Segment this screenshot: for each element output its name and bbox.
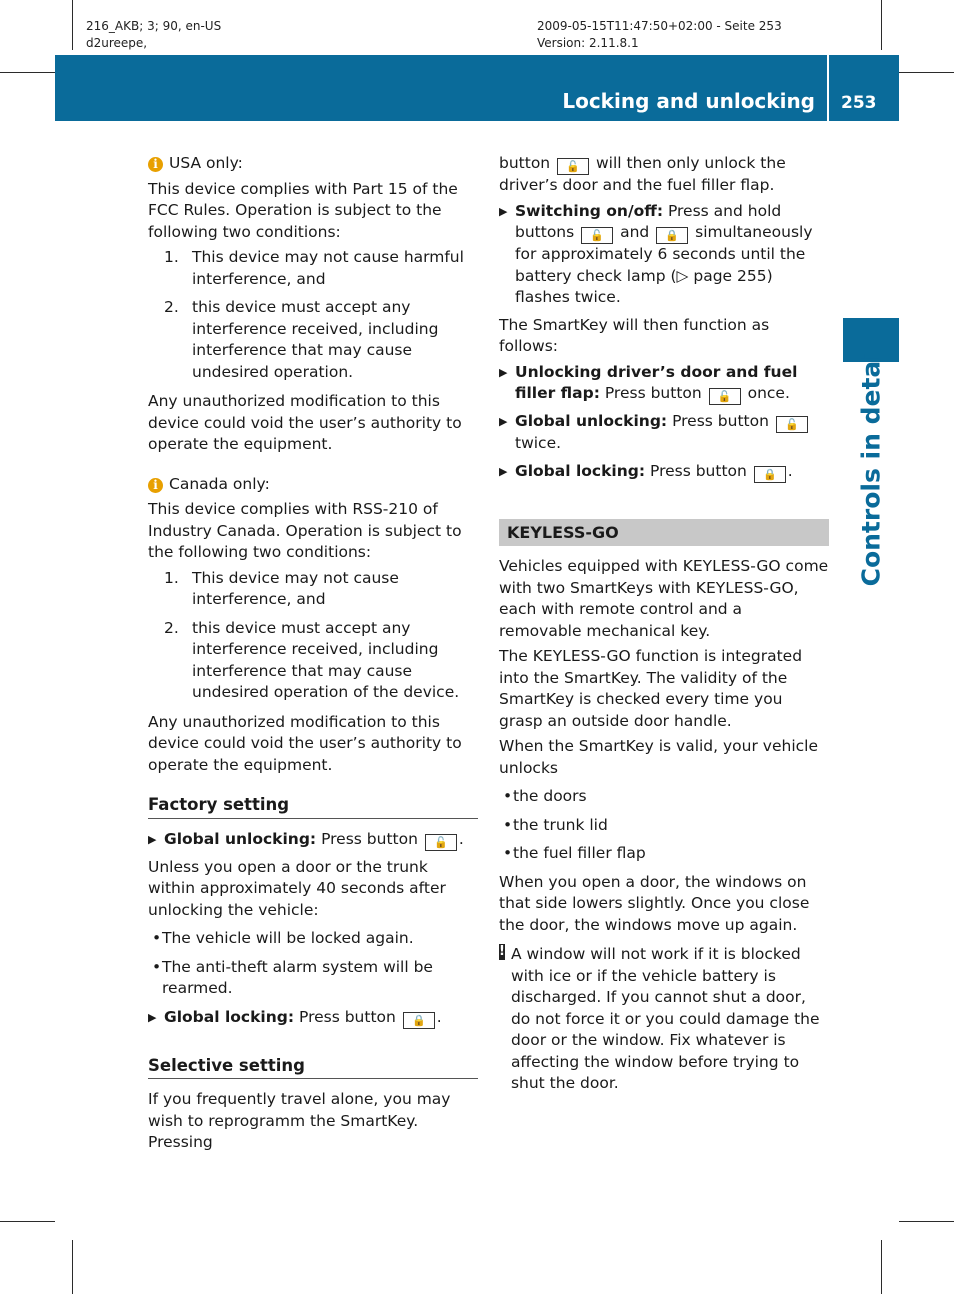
lock-icon: 🔒	[754, 466, 786, 483]
canada-label: i Canada only:	[148, 474, 478, 496]
print-meta-right: 2009-05-15T11:47:50+02:00 - Seite 253 Version: 2.11.8.1	[537, 19, 782, 50]
info-icon: i	[148, 157, 163, 172]
unlock-icon: 🔓	[581, 227, 613, 244]
crop-mark	[0, 72, 55, 73]
page-header	[55, 55, 899, 121]
step: ▶ Global locking: Press button 🔒 .	[499, 461, 793, 481]
crop-mark	[899, 72, 954, 73]
warning-icon: !	[499, 944, 505, 959]
function-text: The SmartKey will then function as follows:	[499, 315, 770, 355]
step: ▶ Global unlocking: Press button 🔓 twice.	[499, 411, 829, 455]
arrow-icon: ▶	[499, 464, 508, 478]
usa-label: i USA only:	[148, 153, 478, 175]
list-item: 1. This device may not cause harmful interference, and	[164, 248, 464, 288]
keyless-go-heading: KEYLESS-GO	[499, 519, 829, 547]
step: ▶ Global unlocking: Press button 🔓 .	[148, 829, 464, 849]
factory-para: Unless you open a door or the trunk within approximately 40 seconds after unlocking the vehicle:	[148, 857, 446, 919]
print-meta-left: 216_AKB; 3; 90, en-US d2ureepe,	[86, 19, 222, 50]
crop-mark	[0, 1221, 55, 1222]
arrow-icon: ▶	[499, 415, 508, 428]
canada-intro: This device complies with RSS-210 of Industry Canada. Operation is subject to the following two conditions:	[148, 500, 462, 561]
header-divider	[827, 55, 829, 121]
keyless-para-2: The KEYLESS-GO function is integrated into the SmartKey. The validity of the SmartKey is checked every time you grasp an outside door handle.	[499, 647, 803, 730]
crop-mark	[899, 1221, 954, 1222]
crop-mark	[72, 1240, 73, 1294]
arrow-icon: ▶	[499, 204, 508, 218]
unlock-icon: 🔓	[425, 834, 457, 851]
list-item: 1. This device may not cause interference, and	[164, 568, 399, 608]
usa-outro: Any unauthorized modification to this device could void the user’s authority to operate the equipment.	[148, 392, 462, 453]
factory-setting-heading: Factory setting	[148, 794, 478, 819]
crop-mark	[881, 1240, 882, 1294]
unlock-icon: 🔓	[709, 388, 741, 405]
arrow-icon: ▶	[148, 832, 157, 846]
section-title: Locking and unlocking	[562, 89, 815, 113]
step: ▶ Switching on/off: Press and hold buttons 🔓 and 🔒 simultaneously for approximately 6 seconds until the battery check lamp (▷ page 255) flashes twice.	[499, 201, 829, 309]
warning-note: ! A window will not work if it is blocked with ice or if the vehicle battery is discharged. If you cannot shut a door, do not force it or you could damage the door or the window. Fix whatever is affecting the window before trying to shut the door.	[499, 944, 820, 1092]
right-column	[499, 153, 829, 1101]
list-item: • the trunk lid	[503, 815, 608, 834]
keyless-para-1: Vehicles equipped with KEYLESS-GO come with two SmartKeys with KEYLESS-GO, each with remote control and a removable mechanical key.	[499, 557, 829, 640]
step: ▶ Unlocking driver’s door and fuel filler flap: Press button 🔓 once.	[499, 362, 798, 403]
usa-intro: This device complies with Part 15 of the FCC Rules. Operation is subject to the following two conditions:	[148, 179, 458, 241]
page-number: 253	[841, 93, 877, 113]
lock-icon: 🔒	[403, 1012, 435, 1029]
canada-list	[164, 568, 478, 704]
step: ▶ Global locking: Press button 🔒 .	[148, 1007, 442, 1027]
list-item: • The anti-theft alarm system will be rearmed.	[152, 957, 433, 997]
canada-outro: Any unauthorized modification to this device could void the user’s authority to operate the equipment.	[148, 712, 462, 774]
selective-setting-heading: Selective setting	[148, 1055, 478, 1080]
list-item: • the doors	[503, 787, 587, 805]
list-item: 2. this device must accept any interference received, including interference that may cause undesired operation.	[164, 298, 439, 381]
chapter-label: Controls in detail	[856, 343, 886, 587]
list-item: 2. this device must accept any interference received, including interference that may cause undesired operation of the device.	[164, 618, 460, 701]
list-item: • the fuel filler flap	[503, 844, 646, 862]
unlock-icon: 🔓	[776, 416, 808, 433]
info-icon: i	[148, 478, 163, 493]
continued-para: button 🔓 will then only unlock the driver’s door and the fuel filler flap.	[499, 154, 786, 194]
arrow-icon: ▶	[148, 1010, 157, 1024]
arrow-icon: ▶	[499, 365, 508, 379]
keyless-para-3: When the SmartKey is valid, your vehicle unlocks	[499, 737, 818, 777]
left-column	[148, 153, 478, 1158]
keyless-para-4: When you open a door, the windows on that side lowers slightly. Once you close the door, the windows move up again.	[499, 872, 810, 934]
crop-mark	[72, 0, 73, 50]
unlock-icon: 🔓	[557, 158, 589, 175]
crop-mark	[881, 0, 882, 50]
usa-list	[164, 247, 478, 383]
list-item: • The vehicle will be locked again.	[152, 929, 414, 947]
lock-icon: 🔒	[656, 227, 688, 244]
selective-para: If you frequently travel alone, you may wish to reprogramm the SmartKey. Pressing	[148, 1090, 451, 1151]
